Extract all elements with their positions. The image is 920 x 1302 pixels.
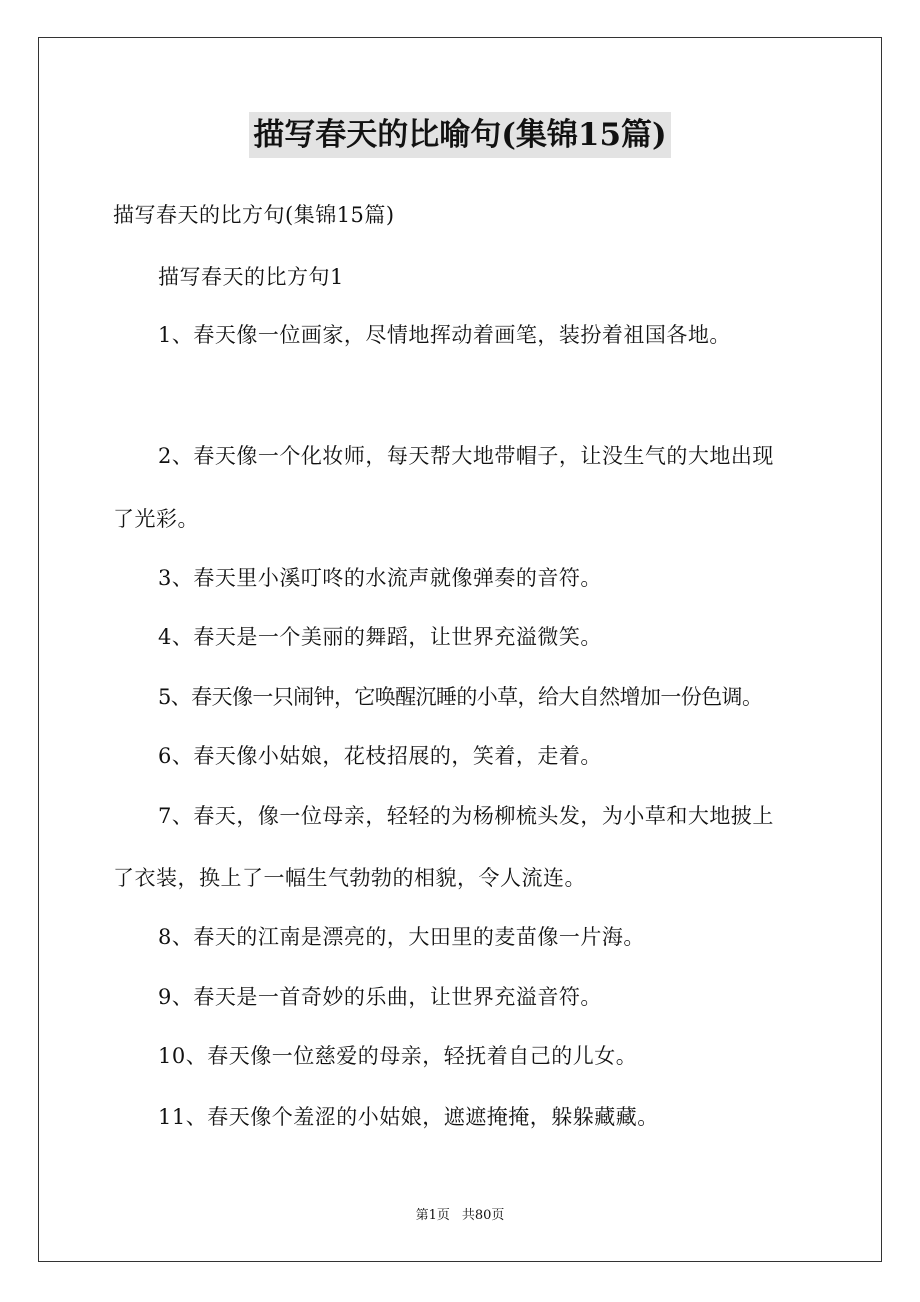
page-number: 第1页 <box>415 1208 450 1223</box>
list-item-5: 5、春天像一只闹钟，它唤醒沉睡的小草，给大自然增加一份色调。 <box>158 685 763 709</box>
page-total: 共80页 <box>461 1208 505 1223</box>
document-title: 描写春天的比喻句(集锦15篇) <box>249 112 670 158</box>
list-item-6: 6、春天像小姑娘，花枝招展的，笑着，走着。 <box>158 744 602 768</box>
list-item-7-continuation: 了衣装，换上了一幅生气勃勃的相貌，令人流连。 <box>113 866 586 890</box>
page-footer <box>0 1207 920 1225</box>
list-item-11: 11、春天像个羞涩的小姑娘，遮遮掩掩，躲躲藏藏。 <box>158 1105 659 1129</box>
list-item-2-continuation: 了光彩。 <box>113 507 199 531</box>
list-item-2: 2、春天像一个化妆师，每天帮大地带帽子，让没生气的大地出现 <box>158 444 774 468</box>
document-subtitle: 描写春天的比方句(集锦15篇) <box>113 203 395 227</box>
list-item-3: 3、春天里小溪叮咚的水流声就像弹奏的音符。 <box>158 566 602 590</box>
list-item-9: 9、春天是一首奇妙的乐曲，让世界充溢音符。 <box>158 985 602 1009</box>
list-item-7: 7、春天，像一位母亲，轻轻的为杨柳梳头发，为小草和大地披上 <box>158 804 774 828</box>
title-wrap <box>0 112 920 158</box>
list-item-10: 10、春天像一位慈爱的母亲，轻抚着自己的儿女。 <box>158 1044 638 1068</box>
list-item-1: 1、春天像一位画家，尽情地挥动着画笔，装扮着祖国各地。 <box>158 323 731 347</box>
list-item-4: 4、春天是一个美丽的舞蹈，让世界充溢微笑。 <box>158 625 602 649</box>
section-heading: 描写春天的比方句1 <box>158 265 344 289</box>
list-item-8: 8、春天的江南是漂亮的，大田里的麦苗像一片海。 <box>158 925 645 949</box>
